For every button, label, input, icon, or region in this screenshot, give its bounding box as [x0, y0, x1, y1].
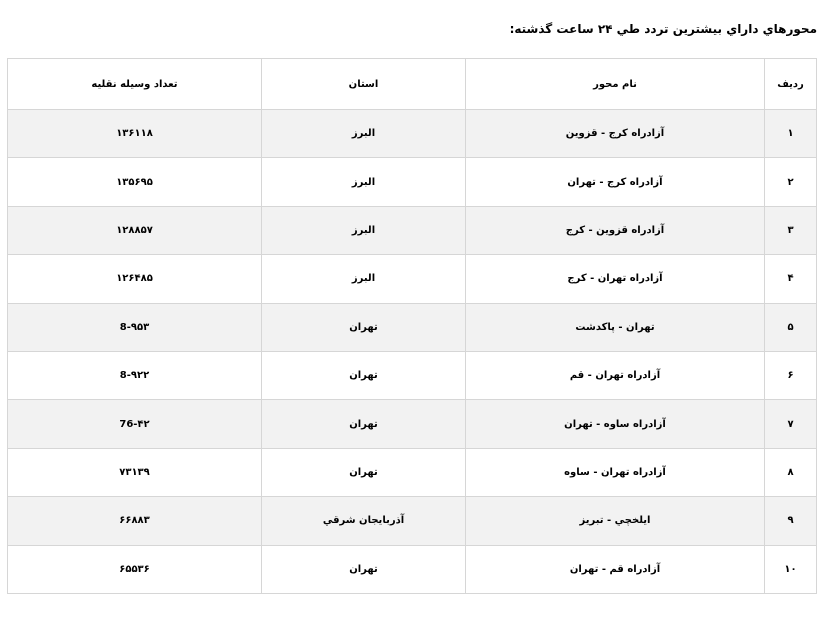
cell-vehicle-count: ۶۵۵۳۶: [8, 545, 262, 593]
table-row: [8, 158, 817, 206]
header-row-number: رديف: [765, 59, 817, 110]
cell-vehicle-count: 8-۹۲۲: [8, 351, 262, 399]
cell-vehicle-count: ۱۳۶۱۱۸: [8, 110, 262, 158]
cell-road-name: آزادراه قزوين - کرج: [466, 206, 765, 254]
header-vehicle-count: تعداد وسيله نقليه: [8, 59, 262, 110]
table-row: [8, 545, 817, 593]
table-row: [8, 303, 817, 351]
cell-vehicle-count: ۶۶۸۸۳: [8, 497, 262, 545]
cell-road-name: آزادراه کرج - قزوين: [466, 110, 765, 158]
table-row: [8, 400, 817, 448]
cell-road-name: آزادراه تهران - قم: [466, 351, 765, 399]
cell-vehicle-count: 76-۴۲: [8, 400, 262, 448]
traffic-table: [7, 58, 817, 594]
cell-province: تهران: [262, 448, 466, 496]
cell-province: تهران: [262, 400, 466, 448]
cell-road-name: تهران - پاکدشت: [466, 303, 765, 351]
cell-vehicle-count: ۱۲۸۸۵۷: [8, 206, 262, 254]
cell-province: البرز: [262, 110, 466, 158]
header-road-name: نام محور: [466, 59, 765, 110]
cell-row-number: ۳: [765, 206, 817, 254]
cell-row-number: ۱: [765, 110, 817, 158]
cell-row-number: ۵: [765, 303, 817, 351]
cell-road-name: آزادراه ساوه - تهران: [466, 400, 765, 448]
cell-road-name: آزادراه تهران - کرج: [466, 255, 765, 303]
cell-road-name: ايلخچي - تبريز: [466, 497, 765, 545]
cell-vehicle-count: 8-۹۵۳: [8, 303, 262, 351]
cell-province: تهران: [262, 545, 466, 593]
cell-row-number: ۷: [765, 400, 817, 448]
cell-road-name: آزادراه کرج - تهران: [466, 158, 765, 206]
cell-vehicle-count: ۱۲۶۴۸۵: [8, 255, 262, 303]
table-row: [8, 255, 817, 303]
cell-row-number: ۶: [765, 351, 817, 399]
cell-province: تهران: [262, 351, 466, 399]
cell-row-number: ۱۰: [765, 545, 817, 593]
cell-province: البرز: [262, 255, 466, 303]
cell-vehicle-count: ۷۳۱۳۹: [8, 448, 262, 496]
cell-province: البرز: [262, 206, 466, 254]
cell-row-number: ۲: [765, 158, 817, 206]
table-row: [8, 206, 817, 254]
table-header-row: [8, 59, 817, 110]
cell-vehicle-count: ۱۳۵۶۹۵: [8, 158, 262, 206]
table-row: [8, 110, 817, 158]
cell-province: البرز: [262, 158, 466, 206]
cell-row-number: ۴: [765, 255, 817, 303]
cell-road-name: آزادراه تهران - ساوه: [466, 448, 765, 496]
page-title: محورهاي داراي بيشترين تردد طي ۲۴ ساعت گذشته:: [509, 22, 817, 36]
cell-road-name: آزادراه قم - تهران: [466, 545, 765, 593]
table-row: [8, 351, 817, 399]
table-row: [8, 448, 817, 496]
cell-province: آذربايجان شرقي: [262, 497, 466, 545]
cell-row-number: ۹: [765, 497, 817, 545]
table-row: [8, 497, 817, 545]
cell-row-number: ۸: [765, 448, 817, 496]
header-province: استان: [262, 59, 466, 110]
cell-province: تهران: [262, 303, 466, 351]
